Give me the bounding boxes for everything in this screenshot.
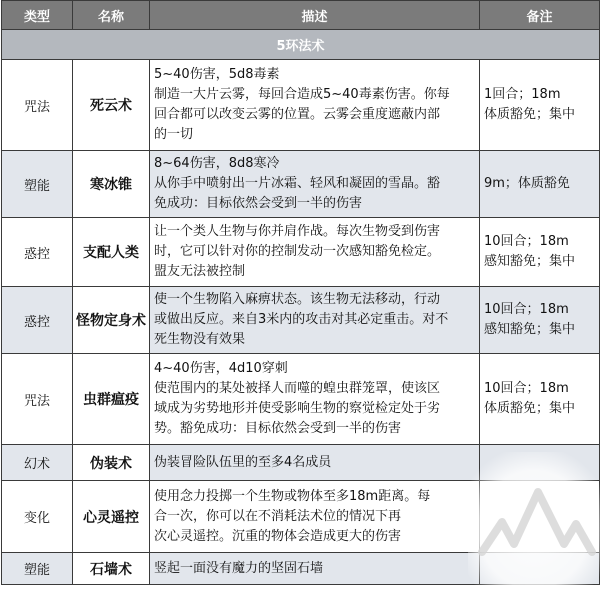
section-row	[2, 30, 600, 60]
desc-line: 时，它可以针对你的控制发动一次感知豁免检定。	[154, 244, 441, 259]
table-row	[2, 218, 600, 287]
spell-desc	[150, 60, 480, 151]
spell-type: 惑控	[2, 287, 73, 354]
desc-line: 或做出反应。来自3米内的攻击对其必定重击。对不	[154, 312, 449, 327]
desc-line: 使一个生物陷入麻痹状态。该生物无法移动，行动	[154, 292, 441, 307]
desc-line: 4~40伤害，4d10穿刺	[154, 361, 288, 376]
spell-type: 咒法	[2, 354, 73, 445]
note-line: 10回合；18m	[484, 302, 569, 317]
note-line: 10回合；18m	[484, 234, 569, 249]
desc-line: 8~64伤害，8d8寒冷	[154, 156, 280, 171]
table-row	[2, 60, 600, 151]
header-row	[2, 1, 600, 30]
spell-type: 幻术	[2, 445, 73, 481]
spell-note	[480, 60, 600, 151]
desc-line: 伪装冒险队伍里的至多4名成员	[154, 454, 332, 470]
desc-line: 制造一大片云雾，每回合造成5~40毒素伤害。你每	[154, 87, 450, 102]
desc-line: 5~40伤害，5d8毒素	[154, 67, 280, 82]
header-name: 名称	[73, 1, 150, 30]
spell-note	[480, 354, 600, 445]
note-line: 10回合；18m	[484, 381, 569, 396]
spell-name: 心灵遥控	[73, 481, 150, 553]
table-row	[2, 445, 600, 481]
table-row	[2, 481, 600, 553]
note-line: 体质豁免；集中	[484, 401, 576, 416]
desc-line: 使范围内的某处被择人而噬的蝗虫群笼罩，使该区	[154, 381, 441, 396]
spell-note	[480, 151, 600, 218]
table-row	[2, 151, 600, 218]
desc-line: 盟友无法被控制	[154, 264, 246, 279]
desc-line: 死生物没有效果	[154, 332, 246, 347]
spell-note	[480, 287, 600, 354]
note-line: 体质豁免；集中	[484, 107, 576, 122]
spell-name: 死云术	[73, 60, 150, 151]
table-row	[2, 553, 600, 585]
desc-line: 使用念力投掷一个生物或物体至多18m距离。每	[154, 488, 431, 504]
note-line: 感知豁免；集中	[484, 322, 576, 337]
table-row	[2, 354, 600, 445]
spell-type: 塑能	[2, 553, 73, 585]
spell-name: 石墙术	[73, 553, 150, 585]
spell-note	[480, 481, 600, 553]
spell-name: 支配人类	[73, 218, 150, 287]
desc-line: 让一个类人生物与你并肩作战。每次生物受到伤害	[154, 224, 441, 239]
table-row	[2, 287, 600, 354]
desc-line: 的一切	[154, 127, 194, 142]
section-title: 5环法术	[2, 30, 600, 60]
spell-name: 虫群瘟疫	[73, 354, 150, 445]
spell-type: 惑控	[2, 218, 73, 287]
desc-line: 次心灵遥控。沉重的物体会造成更大的伤害	[154, 528, 402, 544]
note-line: 1回合；18m	[484, 87, 561, 102]
spell-desc	[150, 354, 480, 445]
desc-line: 域成为劣势地形并使受影响生物的察觉检定处于劣	[154, 401, 441, 416]
header-type: 类型	[2, 1, 73, 30]
note-line: 感知豁免；集中	[484, 254, 576, 269]
spell-note	[480, 218, 600, 287]
spell-type: 变化	[2, 481, 73, 553]
desc-line: 回合都可以改变云雾的位置。云雾会重度遮蔽内部	[154, 107, 441, 122]
spell-desc	[150, 151, 480, 218]
spell-desc	[150, 553, 480, 585]
desc-line: 免成功：目标依然会受到一半的伤害	[154, 196, 363, 211]
spell-type: 塑能	[2, 151, 73, 218]
header-desc: 描述	[150, 1, 480, 30]
note-line: 9m；体质豁免	[484, 176, 570, 191]
spell-name: 寒冰锥	[73, 151, 150, 218]
spell-type: 咒法	[2, 60, 73, 151]
desc-line: 势。豁免成功：目标依然会受到一半的伤害	[154, 421, 402, 436]
spell-desc	[150, 481, 480, 553]
spell-desc	[150, 218, 480, 287]
spell-name: 怪物定身术	[73, 287, 150, 354]
desc-line: 从你手中喷射出一片冰霜、轻风和凝固的雪晶。豁	[154, 176, 441, 191]
spell-name: 伪装术	[73, 445, 150, 481]
desc-line: 竖起一面没有魔力的坚固石墙	[154, 560, 324, 576]
spell-note	[480, 445, 600, 481]
spell-desc	[150, 287, 480, 354]
spell-desc	[150, 445, 480, 481]
header-note: 备注	[480, 1, 600, 30]
spell-table	[1, 0, 600, 585]
desc-line: 合一次，你可以在不消耗法术位的情况下再	[154, 508, 402, 524]
spell-note	[480, 553, 600, 585]
